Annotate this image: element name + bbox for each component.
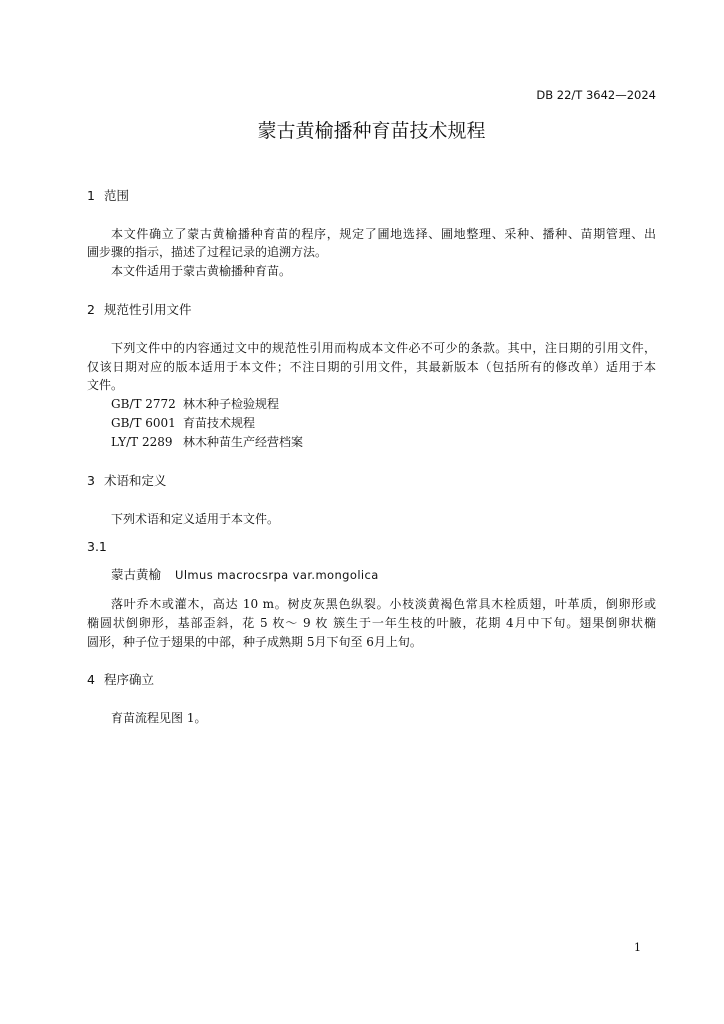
document-title: 蒙古黄榆播种育苗技术规程 xyxy=(257,120,486,142)
section-number: 2 xyxy=(87,302,95,317)
page-number: 1 xyxy=(634,941,641,954)
reference-item xyxy=(0,414,724,432)
paragraph-line: 本文件适用于蒙古黄榆播种育苗。 xyxy=(111,264,292,278)
paragraph-line: 圃步骤的指示，描述了过程记录的追溯方法。 xyxy=(87,245,328,259)
definition-line: 椭圆状倒卵形，基部歪斜，花 5 枚～ 9 枚 簇生于一年生枝的叶腋，花期 4月中下旬。翅果倒卵状椭 xyxy=(87,616,656,630)
definition-line: 圆形，种子位于翅果的中部，种子成熟期 5月下旬至 6月上旬。 xyxy=(87,635,422,649)
reference-title: 育苗技术规程 xyxy=(183,416,256,430)
term-number: 3.1 xyxy=(87,539,107,554)
definition-line: 落叶乔木或灌木，高达 10 m。树皮灰黑色纵裂。小枝淡黄褐色常具木栓质翅，叶革质，倒卵形或 xyxy=(111,597,656,611)
reference-item xyxy=(0,433,724,451)
reference-code: LY/T 2289 xyxy=(111,435,173,449)
paragraph-line: 下列文件中的内容通过文中的规范性引用而构成本文件必不可少的条款。其中，注日期的引用文件， xyxy=(111,341,656,355)
section-heading: 规范性引用文件 xyxy=(104,302,192,317)
document-code: DB 22/T 3642—2024 xyxy=(536,88,656,102)
section-heading: 范围 xyxy=(104,188,130,203)
paragraph-line: 仅该日期对应的版本适用于本文件；不注日期的引用文件，其最新版本（包括所有的修改单）适用于本 xyxy=(87,360,656,374)
paragraph-line: 下列术语和定义适用于本文件。 xyxy=(111,512,280,526)
section-number: 4 xyxy=(87,672,95,687)
paragraph-line: 文件。 xyxy=(87,378,124,392)
section-number: 1 xyxy=(87,188,95,203)
reference-code: GB/T 2772 xyxy=(111,397,176,411)
term-latin-name: Ulmus macrocsrpa var.mongolica xyxy=(175,568,379,582)
section-heading: 术语和定义 xyxy=(104,473,167,488)
paragraph-line: 本文件确立了蒙古黄榆播种育苗的程序，规定了圃地选择、圃地整理、采种、播种、苗期管理、出 xyxy=(111,227,656,241)
term-name: 蒙古黄榆 xyxy=(111,567,162,582)
section-number: 3 xyxy=(87,473,95,488)
reference-title: 林木种苗生产经营档案 xyxy=(183,435,304,449)
reference-title: 林木种子检验规程 xyxy=(183,397,280,411)
paragraph-line: 育苗流程见图 1。 xyxy=(111,711,207,725)
reference-code: GB/T 6001 xyxy=(111,416,176,430)
reference-item xyxy=(0,395,724,413)
section-heading: 程序确立 xyxy=(104,672,155,687)
